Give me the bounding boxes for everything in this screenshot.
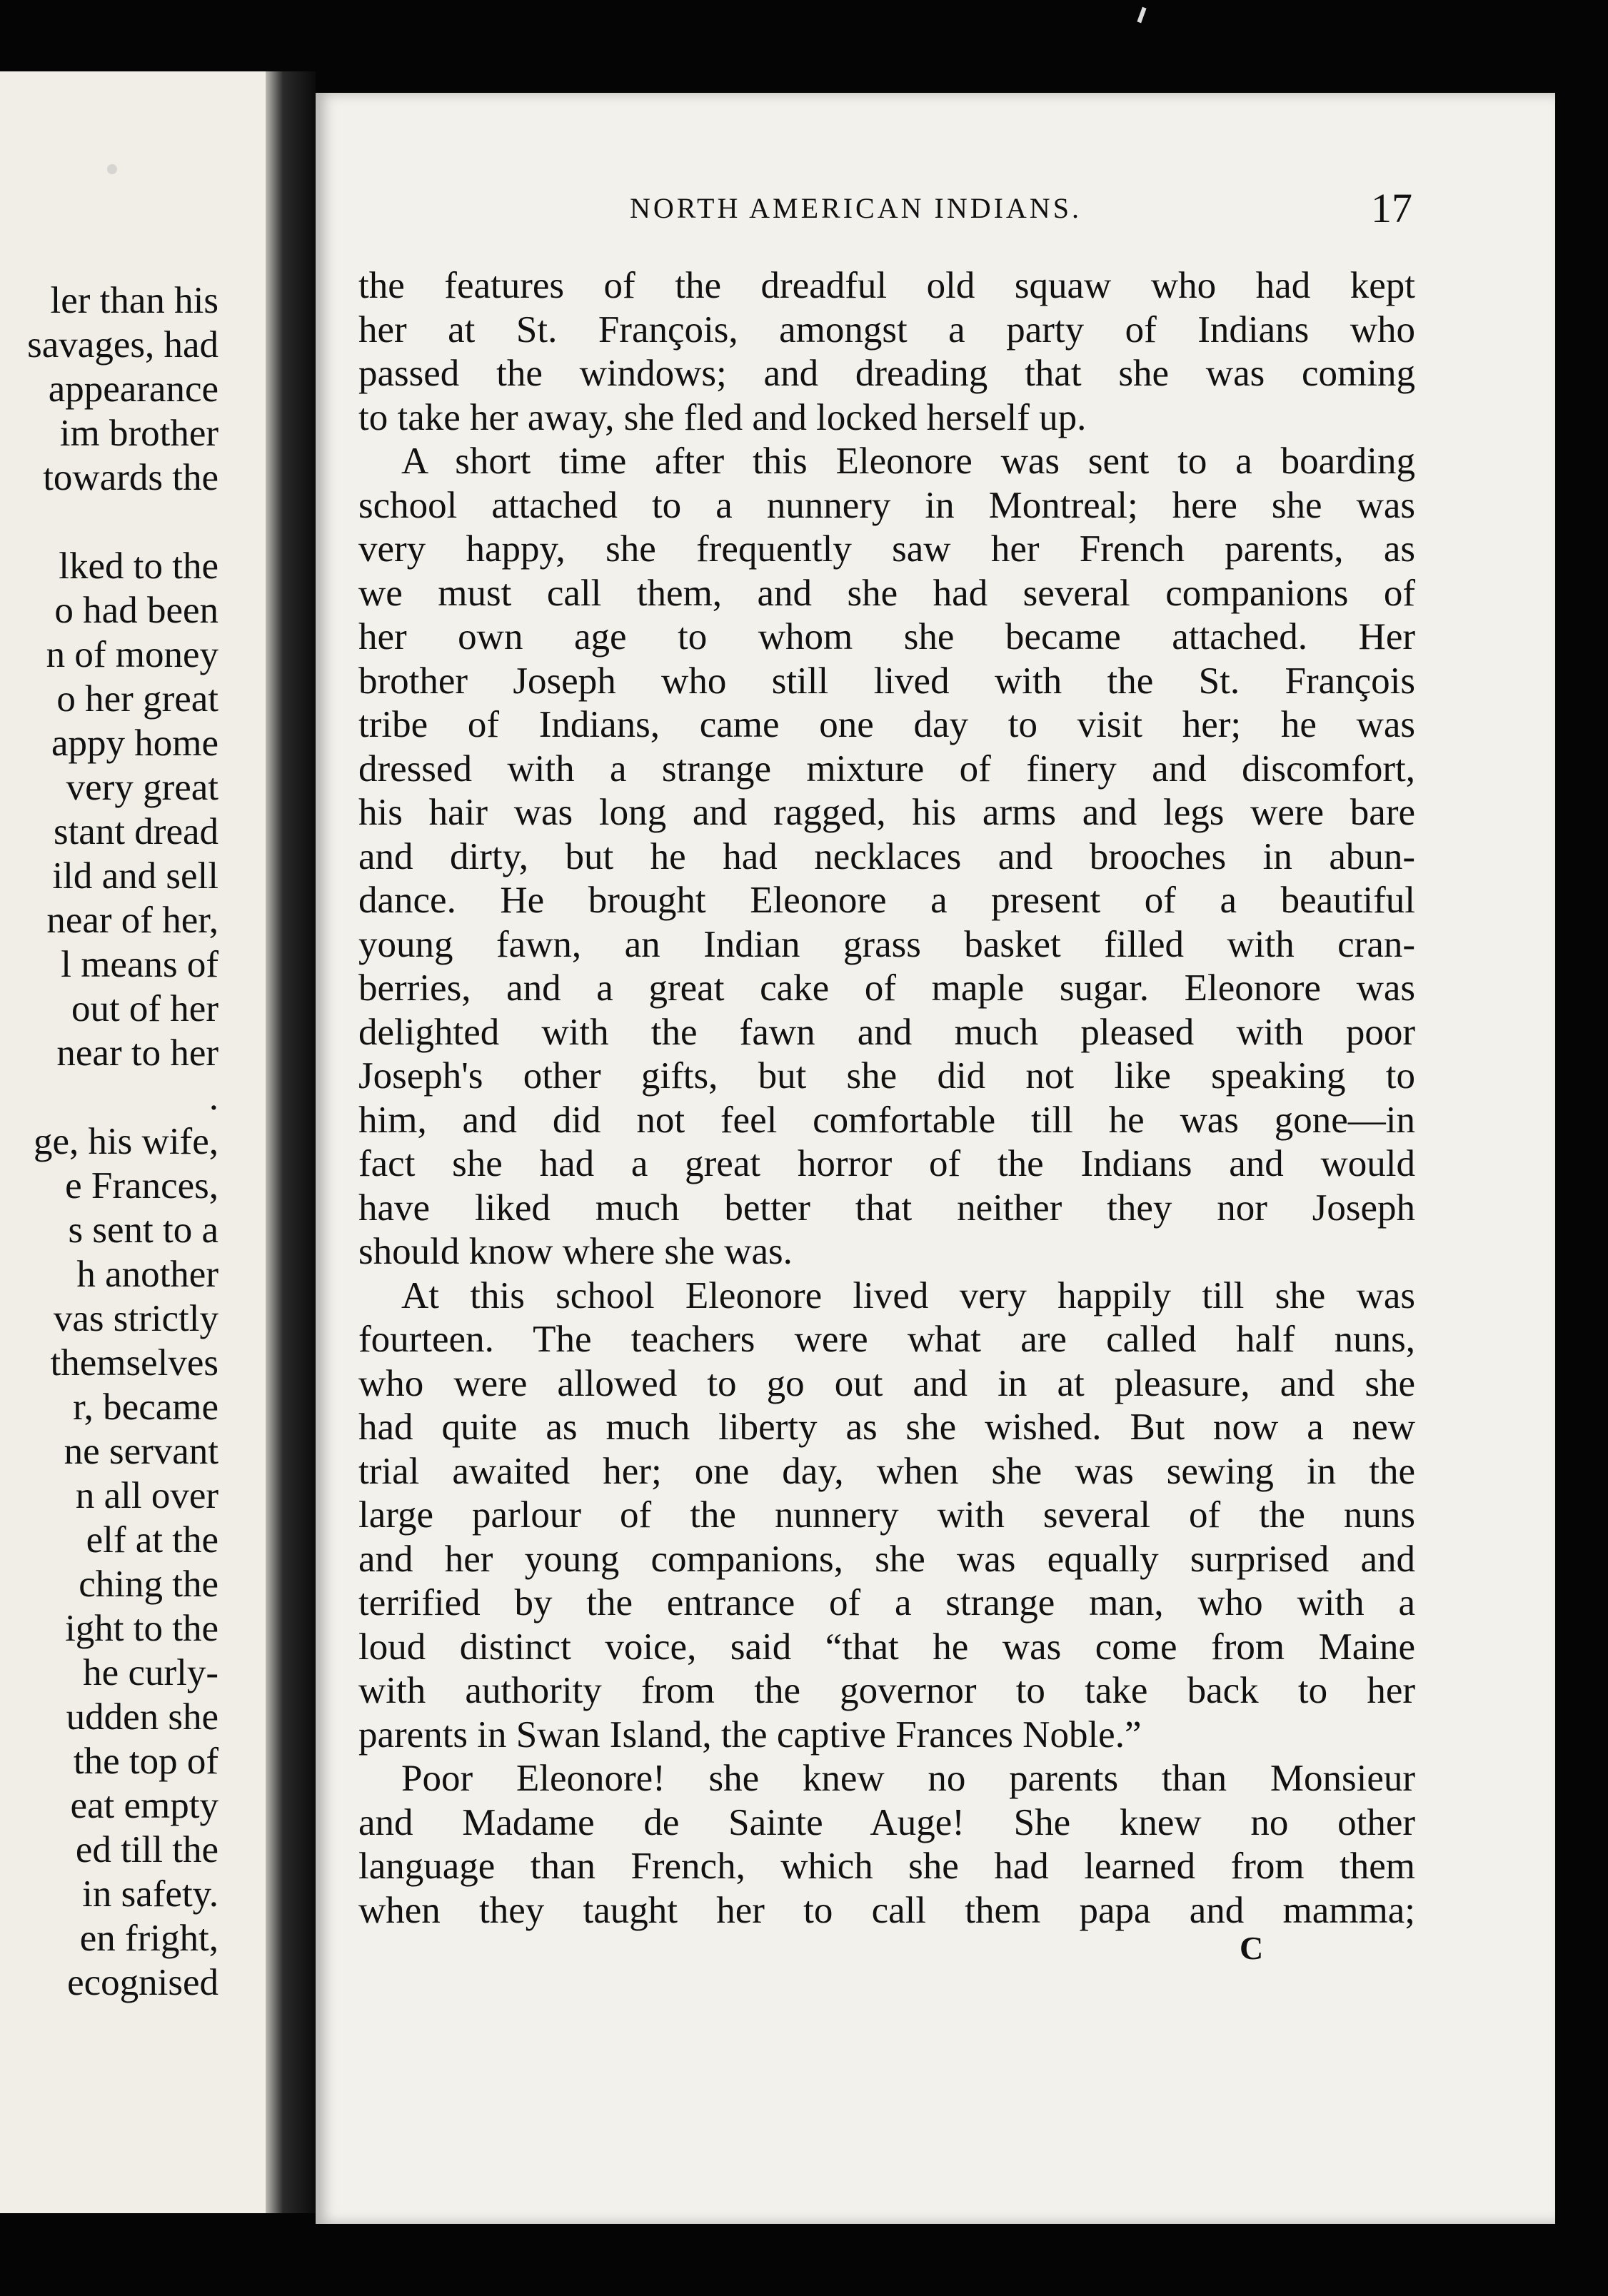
text-line: Poor Eleonore! she knew no parents than Monsieur — [401, 1758, 1415, 1799]
left-line: l means of — [61, 944, 218, 985]
left-line: en fright, — [79, 1918, 218, 1959]
left-line: ed till the — [75, 1829, 218, 1870]
text-line: and her young companions, she was equally surprised and — [358, 1538, 1415, 1580]
left-line: o had been — [54, 590, 218, 631]
left-line: h another — [76, 1254, 218, 1295]
text-line: delighted with the fawn and much pleased with poor — [358, 1011, 1415, 1053]
left-line: ight to the — [65, 1608, 218, 1649]
left-line: near to her — [56, 1032, 218, 1074]
text-line: and dirty, but he had necklaces and brooches in abun- — [358, 835, 1415, 877]
signature-mark: C — [1240, 1930, 1264, 1966]
left-line: . — [208, 1077, 218, 1118]
text-line: his hair was long and ragged, his arms and legs were bare — [358, 792, 1415, 833]
text-line: her at St. François, amongst a party of Indians who — [358, 308, 1415, 351]
text-line: passed the windows; and dreading that she was coming — [358, 353, 1415, 394]
left-line: themselves — [50, 1342, 218, 1384]
left-line: appy home — [51, 722, 218, 764]
text-line: with authority from the governor to take back to her — [358, 1670, 1415, 1711]
left-line: im brother — [59, 413, 218, 454]
text-line: dance. He brought Eleonore a present of a beautiful — [358, 880, 1415, 921]
left-line: he curly- — [83, 1652, 218, 1693]
left-line: n of money — [46, 634, 218, 675]
text-line: we must call them, and she had several companions of — [358, 572, 1415, 614]
text-line: and Madame de Sainte Auge! She knew no other — [358, 1801, 1415, 1843]
left-line: n all over — [75, 1475, 218, 1516]
text-line: dressed with a strange mixture of finery and discomfort, — [358, 747, 1415, 790]
left-line: out of her — [71, 988, 218, 1029]
text-line: him, and did not feel comfortable till he was gone—in — [358, 1099, 1415, 1141]
text-line: loud distinct voice, said “that he was come from Maine — [358, 1626, 1415, 1668]
text-line: fact she had a great horror of the Indians and would — [358, 1143, 1415, 1184]
left-page-text — [27, 278, 218, 2005]
left-line: ild and sell — [52, 855, 218, 897]
page-number: 17 — [1371, 185, 1412, 231]
text-line: school attached to a nunnery in Montreal; here she was — [358, 484, 1415, 526]
left-line: o her great — [56, 678, 218, 720]
text-line: A short time after this Eleonore was sent to a boarding — [401, 440, 1415, 482]
left-page — [0, 71, 266, 2213]
left-line: very great — [66, 767, 218, 808]
text-line: had quite as much liberty as she wished. But now a new — [358, 1406, 1415, 1448]
left-line: ler than his — [50, 280, 218, 321]
text-line: who were allowed to go out and in at pleasure, and she — [358, 1362, 1415, 1404]
text-line: fourteen. The teachers were what are called half nuns, — [358, 1319, 1415, 1360]
left-line: appearance — [48, 368, 218, 410]
left-line: r, became — [73, 1386, 218, 1428]
text-line: Joseph's other gifts, but she did not like speaking to — [358, 1055, 1415, 1097]
text-line: trial awaited her; one day, when she was sewing in the — [358, 1450, 1415, 1492]
text-line: have liked much better that neither they nor Joseph — [358, 1187, 1415, 1229]
left-line — [27, 500, 218, 544]
body-text — [358, 264, 1415, 1933]
left-line: savages, had — [27, 324, 218, 366]
left-line: udden she — [66, 1696, 218, 1738]
text-line: very happy, she frequently saw her French parents, as — [358, 528, 1415, 570]
left-line: lked to the — [59, 545, 218, 587]
left-line: eat empty — [70, 1785, 218, 1826]
left-line: ching the — [79, 1564, 218, 1605]
text-line: large parlour of the nunnery with several of the nuns — [358, 1494, 1415, 1536]
left-line: in safety. — [82, 1873, 218, 1915]
text-line: terrified by the entrance of a strange man, who with a — [358, 1582, 1415, 1623]
text-line: young fawn, an Indian grass basket filled with cran- — [358, 923, 1415, 965]
text-line: tribe of Indians, came one day to visit her; he was — [358, 704, 1415, 745]
left-line: near of her, — [46, 900, 218, 941]
text-line: brother Joseph who still lived with the St. François — [358, 660, 1415, 702]
text-line: her own age to whom she became attached. Her — [358, 616, 1415, 658]
text-line: when they taught her to call them papa and mamma; — [358, 1889, 1415, 1931]
text-line: parents in Swan Island, the captive Frances Noble.” — [358, 1713, 1142, 1756]
left-line: stant dread — [53, 811, 218, 852]
left-line: ecognised — [67, 1962, 218, 2003]
left-line: towards the — [43, 457, 218, 498]
running-head: NORTH AMERICAN INDIANS. — [630, 192, 1082, 224]
text-line: language than French, which she had learned from them — [358, 1846, 1415, 1887]
left-line: elf at the — [86, 1519, 218, 1561]
right-page — [316, 93, 1555, 2224]
text-line: should know where she was. — [358, 1231, 793, 1272]
left-line: e Frances, — [65, 1165, 218, 1207]
book-gutter — [266, 71, 316, 2213]
left-line: the top of — [73, 1741, 218, 1782]
text-line: At this school Eleonore lived very happily till she was — [401, 1274, 1415, 1316]
text-line: to take her away, she fled and locked herself up. — [358, 396, 1087, 438]
text-line: berries, and a great cake of maple sugar. Eleonore was — [358, 967, 1415, 1009]
left-line: ge, his wife, — [33, 1121, 218, 1162]
dust-speck — [107, 164, 117, 174]
left-line: s sent to a — [68, 1209, 218, 1251]
left-line: vas strictly — [53, 1298, 218, 1339]
left-line: ne servant — [64, 1431, 218, 1472]
text-line: the features of the dreadful old squaw who had kept — [358, 265, 1415, 306]
